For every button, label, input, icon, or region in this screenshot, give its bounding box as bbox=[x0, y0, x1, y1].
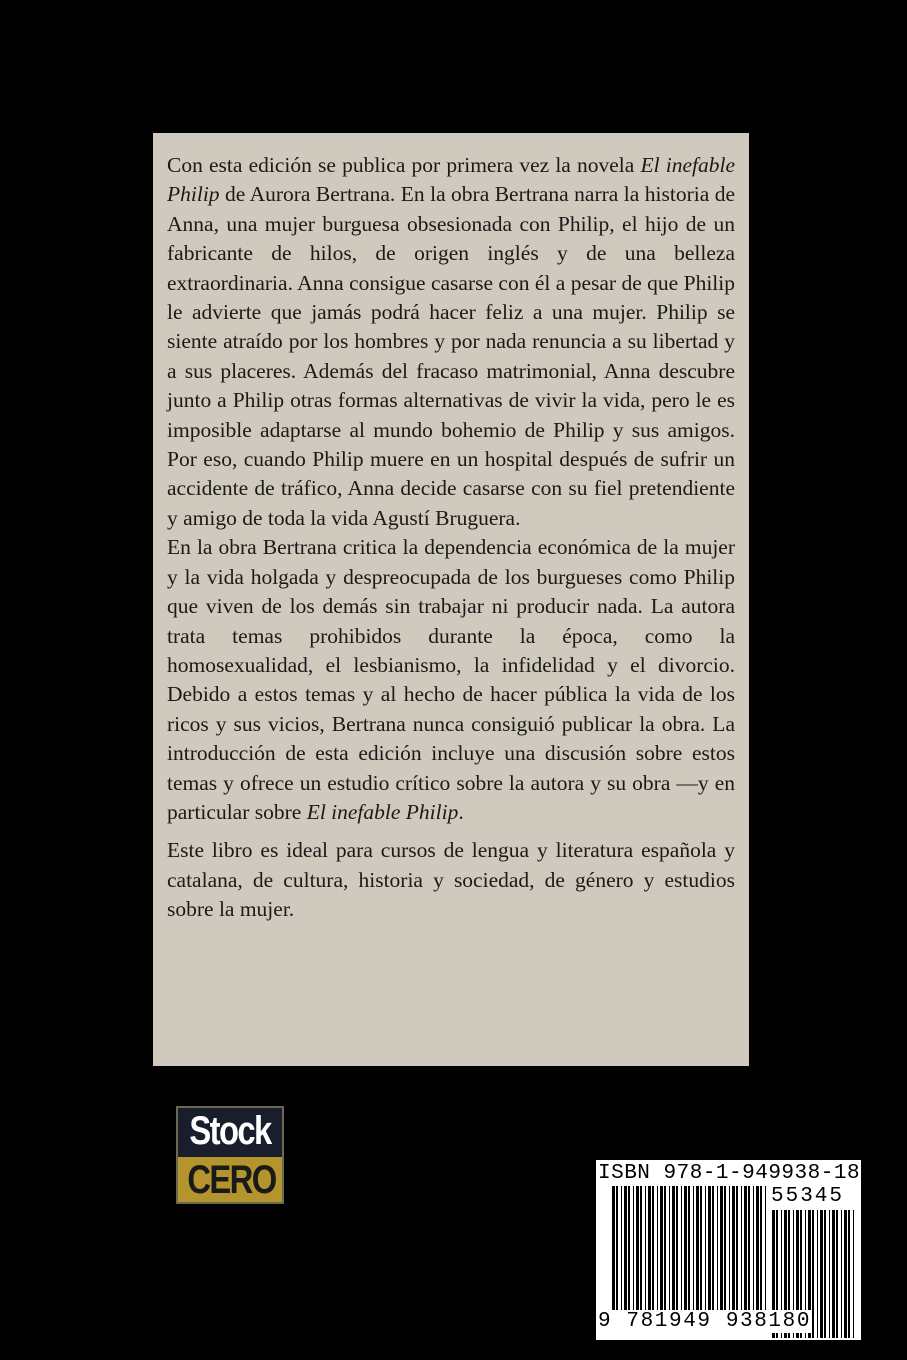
stockcero-logo bbox=[176, 1106, 284, 1204]
barcode-bar bbox=[616, 1186, 618, 1318]
barcode-bar bbox=[717, 1186, 718, 1318]
barcode-bar bbox=[648, 1186, 651, 1318]
barcode-bar bbox=[657, 1186, 658, 1318]
barcode-bar bbox=[652, 1186, 654, 1318]
ean-digits: 9 781949 938180 bbox=[598, 1310, 812, 1333]
barcode-bar bbox=[812, 1210, 814, 1338]
logo-text-stock: Stock bbox=[189, 1109, 271, 1153]
barcode-bar bbox=[748, 1186, 750, 1318]
barcode-bar bbox=[624, 1186, 627, 1318]
barcode-bar bbox=[765, 1186, 766, 1318]
barcode-bar bbox=[836, 1210, 838, 1338]
barcode-bar bbox=[612, 1186, 615, 1318]
barcode-bar bbox=[712, 1186, 714, 1318]
barcode-bar bbox=[853, 1210, 854, 1338]
barcode-bar bbox=[669, 1186, 670, 1318]
barcode-bar bbox=[820, 1210, 823, 1338]
barcode-bar bbox=[676, 1186, 678, 1318]
barcode-bar bbox=[672, 1186, 675, 1318]
barcode-bar bbox=[693, 1186, 694, 1318]
blurb-paragraph-2: En la obra Bertrana critica la dependencia económica de la mujer y la vida holgada y despreocupada de los burgueses como Philip que viven de los demás sin trabajar ni producir nada. La autora trata temas prohibidos durante la época, como la homosexualidad, el lesbianismo, la infidelidad y el divorcio. Debido a estos temas y al hecho de hacer pública la vida de los ricos y sus vicios, Bertrana nunca consiguió publicar la obra. La introducción de esta edición incluye una discusión sobre estos temas y ofrece un estudio crítico sobre la autora y su obra —y en particular sobre El inefable Philip. bbox=[167, 535, 735, 824]
barcode-bar bbox=[732, 1186, 735, 1318]
barcode-bar bbox=[660, 1186, 663, 1318]
barcode-bar bbox=[664, 1186, 666, 1318]
barcode-bar bbox=[640, 1186, 642, 1318]
barcode-bar bbox=[621, 1186, 622, 1318]
barcode-bar bbox=[736, 1186, 738, 1318]
barcode-bar bbox=[705, 1186, 706, 1318]
blurb-paragraph-3: Este libro es ideal para cursos de lengua y literatura española y catalana, de cultura, historia y sociedad, de género y estudios sobre la mujer. bbox=[167, 838, 735, 922]
barcode-bar bbox=[848, 1210, 850, 1338]
back-cover-blurb bbox=[153, 133, 749, 1066]
barcode-bar bbox=[684, 1186, 687, 1318]
barcode-bar bbox=[696, 1186, 699, 1318]
barcode-bar bbox=[744, 1186, 747, 1318]
barcode-bar bbox=[824, 1210, 826, 1338]
barcode-bar bbox=[720, 1186, 723, 1318]
barcode-bar bbox=[844, 1210, 847, 1338]
blurb-paragraph-1: Con esta edición se publica por primera vez la novela El inefable Philip de Aurora Bertrana. En la obra Bertrana narra la historia de Anna, una mujer burguesa obsesionada con Philip, el hijo de un fabricante de hilos, de origen inglés y de una belleza extraordinaria. Anna consigue casarse con él a pesar de que Philip le advierte que jamás podrá hacer feliz a una mujer. Philip se siente atraído por los hombres y por nada renuncia a su libertad y a sus placeres. Además del fracaso matrimonial, Anna descubre junto a Philip otras formas alternativas de vivir la vida, pero le es imposible adaptarse al mundo bohemio de Philip y sus amigos. Por eso, cuando Philip muere en un hospital después de sufrir un accidente de tráfico, Anna decide casarse con su fiel pretendiente y amigo de toda la vida Agustí Bruguera. bbox=[167, 153, 735, 530]
barcode-bar bbox=[645, 1186, 646, 1318]
isbn-label: ISBN 978-1-949938-18-0 bbox=[598, 1162, 887, 1185]
isbn-barcode bbox=[596, 1160, 887, 1340]
barcode-bar bbox=[741, 1186, 742, 1318]
barcode-bar bbox=[636, 1186, 639, 1318]
barcode-bar bbox=[681, 1186, 682, 1318]
book-title-italic: El inefable Philip bbox=[306, 799, 459, 824]
barcode-bar bbox=[688, 1186, 690, 1318]
barcode-bar bbox=[700, 1186, 702, 1318]
barcode-bar bbox=[708, 1186, 711, 1318]
barcode-bar bbox=[724, 1186, 726, 1318]
book-title-italic: El inefable Philip bbox=[167, 153, 735, 207]
price-code: 55345 bbox=[771, 1185, 845, 1208]
barcode-bar bbox=[756, 1186, 759, 1318]
barcode-bar bbox=[817, 1210, 818, 1338]
logo-text-cero: CERO bbox=[187, 1158, 276, 1202]
barcode-bar bbox=[633, 1186, 634, 1318]
barcode-bar bbox=[760, 1186, 762, 1318]
barcode-bar bbox=[753, 1186, 754, 1318]
barcode-bar bbox=[841, 1210, 842, 1338]
barcode-bar bbox=[829, 1210, 830, 1338]
barcode-bar bbox=[729, 1186, 730, 1318]
barcode-bar bbox=[628, 1186, 630, 1318]
barcode-bar bbox=[832, 1210, 835, 1338]
